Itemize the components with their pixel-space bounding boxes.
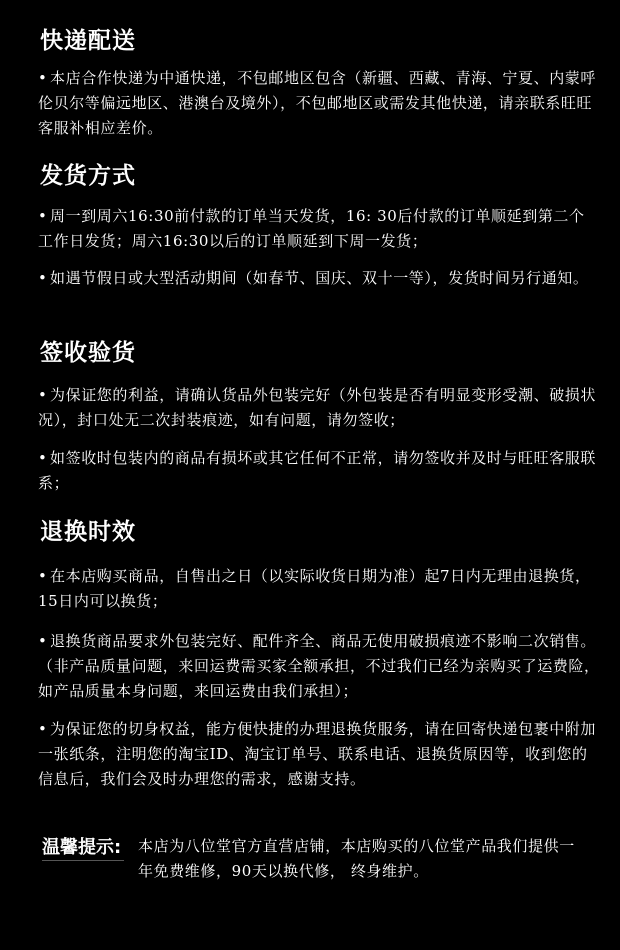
paragraph-text: 为保证您的利益，请确认货品外包装完好（外包装是否有明显变形受潮、破损状况），封口处无二次封装痕迹，如有问题，请勿签收； xyxy=(38,386,597,429)
returns-paragraph-3 xyxy=(38,717,598,792)
section-title-inspection: 签收验货 xyxy=(40,340,136,366)
returns-paragraph-2 xyxy=(38,629,603,704)
inspection-paragraph-1 xyxy=(38,383,598,433)
bullet: • xyxy=(38,720,48,738)
tip-label: 温馨提示: xyxy=(42,837,122,858)
inspection-paragraph-2 xyxy=(38,446,598,496)
section-title-dispatch: 发货方式 xyxy=(40,163,136,189)
tip-text: 本店为八位堂官方直营店铺，本店购买的八位堂产品我们提供一年免费维修，90天以换代修， 终身维护。 xyxy=(138,837,575,880)
bullet: • xyxy=(38,632,48,650)
returns-paragraph-1 xyxy=(38,564,598,614)
paragraph-text: 如遇节假日或大型活动期间（如春节、国庆、双十一等），发货时间另行通知。 xyxy=(50,269,589,287)
bullet: • xyxy=(38,207,48,225)
paragraph-text: 周一到周六16:30前付款的订单当天发货，16: 30后付款的订单顺延到第二个工作日发货；周六16:30以后的订单顺延到下周一发货； xyxy=(38,207,585,250)
paragraph-text: 在本店购买商品，自售出之日（以实际收货日期为准）起7日内无理由退换货，15日内可以换货； xyxy=(38,567,591,610)
bullet: • xyxy=(38,449,48,467)
paragraph-text: 本店合作快递为中通快递，不包邮地区包含（新疆、西藏、青海、宁夏、内蒙呼伦贝尔等偏远地区、港澳台及境外），不包邮地区或需发其他快递，请亲联系旺旺客服补相应差价。 xyxy=(38,69,597,137)
paragraph-text: 退换货商品要求外包装完好、配件齐全、商品无使用破损痕迹不影响二次销售。 （非产品质量问题，来回运费需买家全额承担，不过我们已经为亲购买了运费险，如产品质量本身问题，来回运费由我们承担）； xyxy=(38,632,600,700)
dispatch-paragraph-2 xyxy=(38,266,598,291)
paragraph-text: 为保证您的切身权益，能方便快捷的办理退换货服务，请在回寄快递包裹中附加一张纸条，注明您的淘宝ID、淘宝订单号、联系电话、退换货原因等，收到您的信息后，我们会及时办理您的需求，感谢支持。 xyxy=(38,720,597,788)
tip-label-underline xyxy=(42,860,124,861)
section-title-returns: 退换时效 xyxy=(40,519,136,545)
bullet: • xyxy=(38,269,48,287)
section-title-delivery: 快递配送 xyxy=(40,28,136,54)
bullet: • xyxy=(38,386,48,404)
paragraph-text: 如签收时包装内的商品有损坏或其它任何不正常，请勿签收并及时与旺旺客服联系； xyxy=(38,449,597,492)
bullet: • xyxy=(38,567,48,585)
bullet: • xyxy=(38,69,48,87)
dispatch-paragraph-1 xyxy=(38,204,598,254)
delivery-paragraph-1 xyxy=(38,66,598,141)
